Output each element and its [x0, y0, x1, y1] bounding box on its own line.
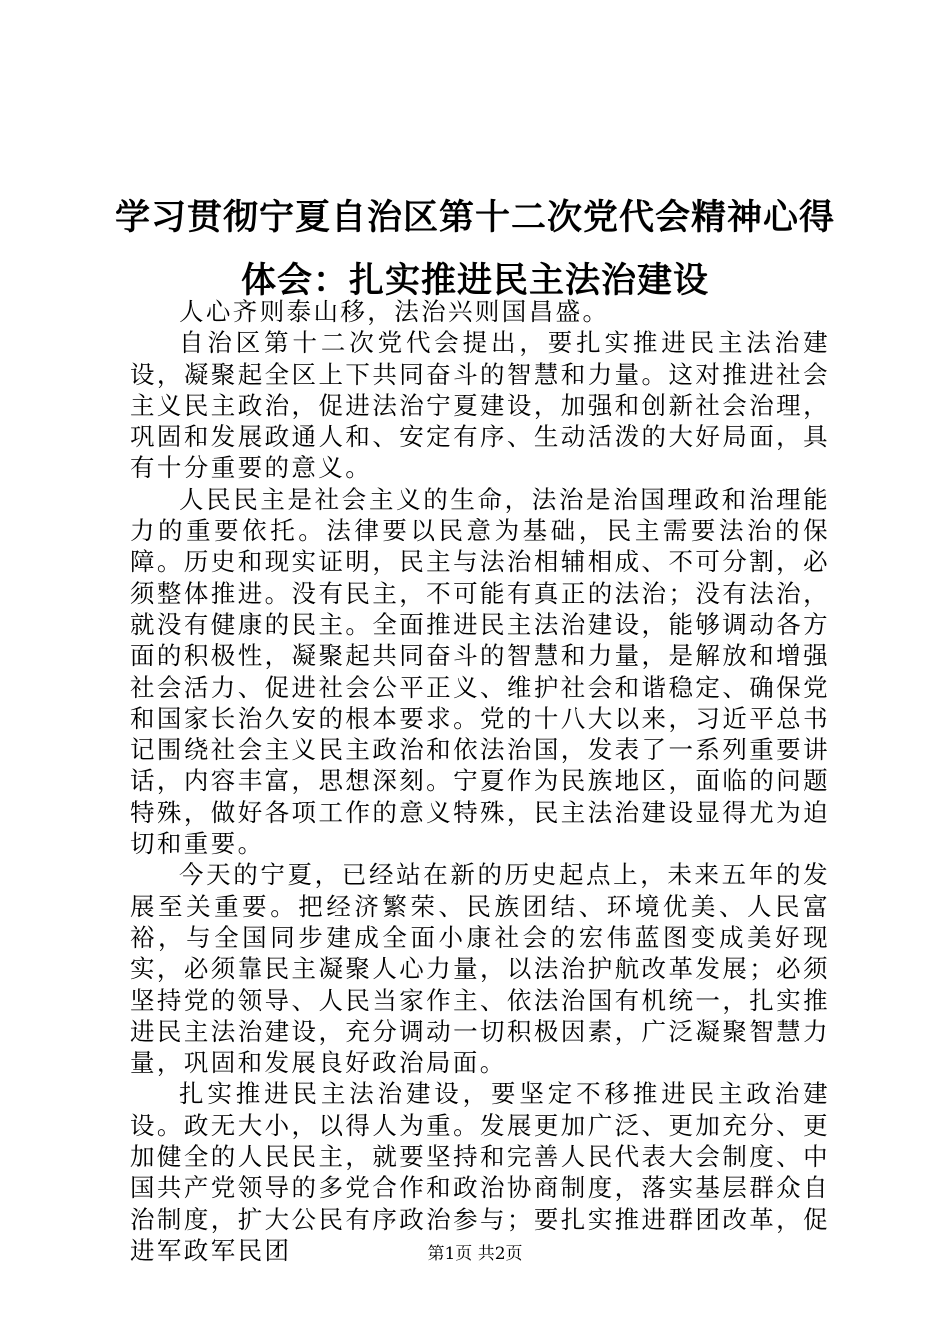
document-body [130, 296, 830, 1266]
title-line-2: 体会：扎实推进民主法治建设 [240, 260, 709, 301]
paragraph: 人心齐则泰山移，法治兴则国昌盛。 [179, 297, 610, 326]
paragraph: 今天的宁夏，已经站在新的历史起点上，未来五年的发展至关重要。把经济繁荣、民族团结、环境优美、人民富裕，与全国同步建成全面小康社会的宏伟蓝图变成美好现实，必须靠民主凝聚人心力量，以法治护航改革发展；必须坚持党的领导、人民当家作主、依法治国有机统一，扎实推进民主法治建设，充分调动一切积极因素，广泛凝聚智慧力量，巩固和发展良好政治局面。 [130, 860, 830, 1078]
document-title [110, 186, 840, 312]
title-line-1: 学习贯彻宁夏自治区第十二次党代会精神心得 [114, 197, 835, 238]
paragraph: 人民民主是社会主义的生命，法治是治国理政和治理能力的重要依托。法律要以民意为基础，民主需要法治的保障。历史和现实证明，民主与法治相辅相成、不可分割，必须整体推进。没有民主，不可能有真正的法治；没有法治，就没有健康的民主。全面推进民主法治建设，能够调动各方面的积极性，凝聚起共同奋斗的智慧和力量，是解放和增强社会活力、促进社会公平正义、维护社会和谐稳定、确保党和国家长治久安的根本要求。党的十八大以来，习近平总书记围绕社会主义民主政治和依法治国，发表了一系列重要讲话，内容丰富，思想深刻。宁夏作为民族地区，面临的问题特殊，做好各项工作的意义特殊，民主法治建设显得尤为迫切和重要。 [130, 484, 830, 859]
paragraph: 扎实推进民主法治建设，要坚定不移推进民主政治建设。政无大小，以得人为重。发展更加广泛、更加充分、更加健全的人民民主，就要坚持和完善人民代表大会制度、中国共产党领导的多党合作和政治协商制度，落实基层群众自治制度，扩大公民有序政治参与；要扎实推进群团改革，促进军政军民团 [130, 1079, 830, 1265]
paragraph: 自治区第十二次党代会提出，要扎实推进民主法治建设，凝聚起全区上下共同奋斗的智慧和力量。这对推进社会主义民主政治，促进法治宁夏建设，加强和创新社会治理，巩固和发展政通人和、安定有序、生动活泼的大好局面，具有十分重要的意义。 [130, 328, 830, 483]
page-number-footer: 第1页 共2页 [427, 1244, 523, 1264]
